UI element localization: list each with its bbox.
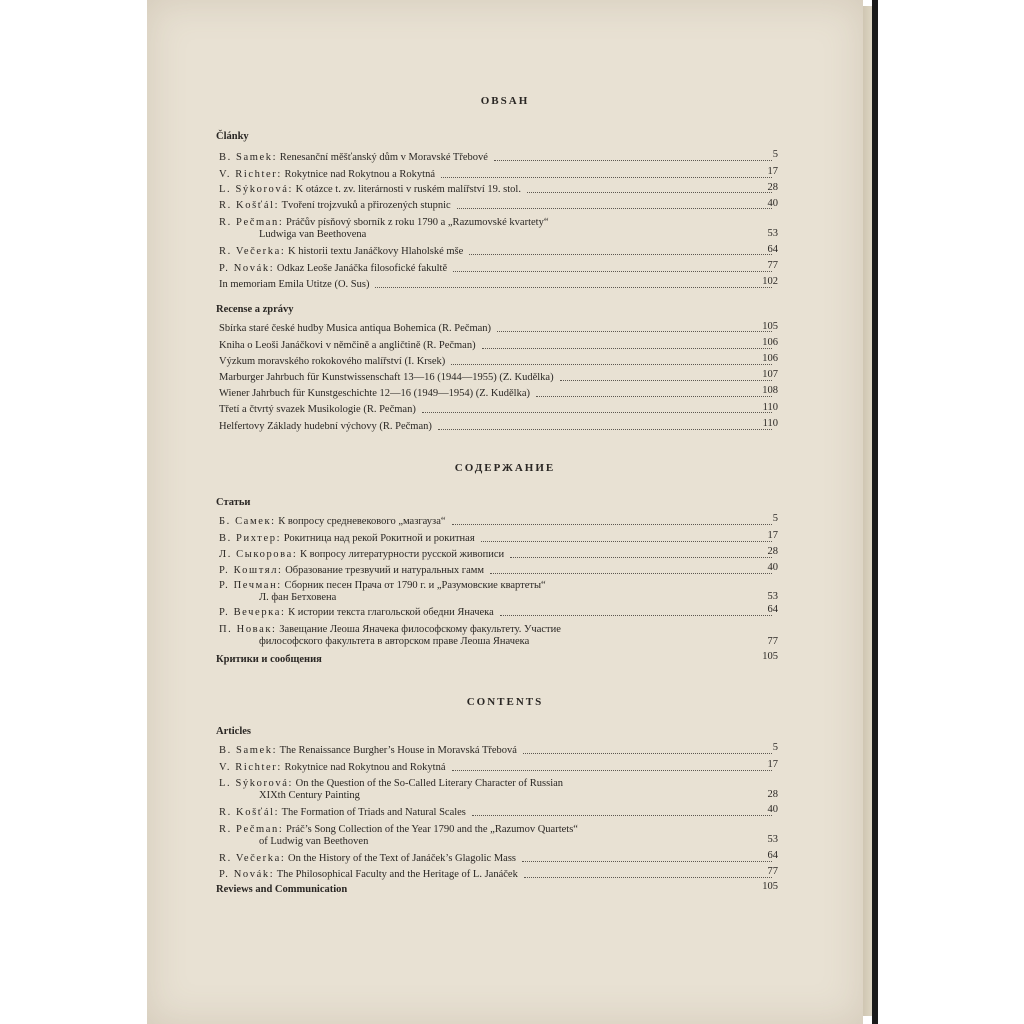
section-title-soderzhanie: СОДЕРЖАНИЕ xyxy=(454,462,556,474)
entry-title: The Renaissance Burgher’s House in Moravská Třebová xyxy=(279,745,517,756)
dot-leader xyxy=(452,768,772,771)
entry-author: Б. Самек: xyxy=(219,516,276,527)
dot-leader xyxy=(500,613,772,616)
entry-page: 40 xyxy=(767,198,778,209)
entry-title: Tvoření trojzvuků a přirozených stupnic xyxy=(281,200,451,211)
dot-leader xyxy=(472,813,772,816)
entry-author: Л. Сыкорова: xyxy=(219,549,298,560)
entry-page: 5 xyxy=(772,513,778,524)
entry-author: R. Pečman: xyxy=(219,217,284,228)
dot-leader xyxy=(451,362,772,365)
entry-author: B. Samek: xyxy=(219,152,278,163)
entry-author: Р. Печман: xyxy=(219,580,282,591)
dot-leader xyxy=(452,522,772,525)
entry-author: Р. Кoштял: xyxy=(219,565,283,576)
page-edge xyxy=(863,6,872,1016)
entry-page: 17 xyxy=(767,166,778,177)
dot-leader xyxy=(375,285,772,288)
group-heading-clanky: Články xyxy=(216,131,249,142)
entry-page: 17 xyxy=(767,759,778,770)
entry-page: 53 xyxy=(767,591,778,602)
entry-title: Výzkum moravského rokokového malířství (I. Krsek) xyxy=(219,356,446,367)
toc-entry xyxy=(219,624,787,648)
entry-page: 64 xyxy=(767,604,778,615)
entry-page: 28 xyxy=(767,789,778,800)
entry-author: P. Novák: xyxy=(219,263,275,274)
entry-page: 105 xyxy=(762,651,778,662)
dot-leader xyxy=(524,875,772,878)
dot-leader xyxy=(510,555,772,558)
entry-page: 5 xyxy=(772,742,778,753)
entry-page: 28 xyxy=(767,182,778,193)
entry-title-continued: of Ludwig van Beethoven xyxy=(259,836,369,847)
paper-sheet xyxy=(147,0,863,1024)
group-heading-recense: Recense a zprávy xyxy=(216,304,294,315)
entry-title: К вопросу литературности русской живописи xyxy=(299,549,505,560)
dot-leader xyxy=(497,329,772,332)
entry-title: Rokytnice nad Rokytnou a Rokytná xyxy=(284,169,436,180)
group-heading-stati: Статьи xyxy=(216,497,251,508)
dot-leader xyxy=(536,394,772,397)
dot-leader xyxy=(523,751,772,754)
dot-leader xyxy=(422,410,772,413)
entry-author: Р. Вечерка: xyxy=(219,607,286,618)
dot-leader xyxy=(494,158,772,161)
entry-author: R. Košťál: xyxy=(219,807,280,818)
entry-page: 105 xyxy=(762,321,778,332)
entry-title-continued: Ludwiga van Beethovena xyxy=(259,229,367,240)
entry-title: Odkaz Leoše Janáčka filosofické fakultě xyxy=(276,263,448,274)
entry-title: Třetí a čtvrtý svazek Musikologie (R. Pečman) xyxy=(219,404,416,415)
entry-page: 40 xyxy=(767,562,778,573)
toc-entry xyxy=(219,778,787,802)
dot-leader xyxy=(438,427,772,430)
dot-leader xyxy=(481,539,772,542)
entry-page: 102 xyxy=(762,276,778,287)
toc-entry xyxy=(219,824,787,848)
entry-page: 17 xyxy=(767,530,778,541)
dot-leader xyxy=(457,206,772,209)
entry-page: 106 xyxy=(762,353,778,364)
toc-entry xyxy=(219,580,787,604)
dot-leader xyxy=(490,571,772,574)
entry-author: R. Večerka: xyxy=(219,853,286,864)
table-of-contents xyxy=(147,0,863,1024)
group-heading-articles: Articles xyxy=(216,726,251,737)
entry-title: On the Question of the So-Called Literary Character of Russian xyxy=(295,778,564,789)
section-title-contents: CONTENTS xyxy=(466,696,544,708)
entry-title: Wiener Jahrbuch für Kunstgeschichte 12—16 (1949—1954) (Z. Kudělka) xyxy=(219,388,530,399)
entry-author: R. Večerka: xyxy=(219,246,286,257)
entry-title: In memoriam Emila Utitze (O. Sus) xyxy=(219,279,370,290)
entry-title-continued: философского факультета в авторском праве Леоша Яначека xyxy=(259,636,530,647)
entry-title: The Philosophical Faculty and the Heritage of L. Janáček xyxy=(276,869,518,880)
dot-leader xyxy=(482,346,772,349)
entry-title: Helfertovy Základy hudební výchovy (R. Pečman) xyxy=(219,421,432,432)
entry-title: Завещание Леоша Яначека философскому факультету. Участие xyxy=(279,624,561,635)
entry-author: R. Košťál: xyxy=(219,200,280,211)
dot-leader xyxy=(560,378,772,381)
entry-title: Sbírka staré české hudby Musica antiqua Bohemica (R. Pečman) xyxy=(219,323,492,334)
entry-page: 108 xyxy=(762,385,778,396)
entry-author: V. Richter: xyxy=(219,169,282,180)
footer-entry: Reviews and Communication xyxy=(216,884,348,895)
entry-author: B. Samek: xyxy=(219,745,278,756)
entry-title: К истории текста глагольской обедни Яначека xyxy=(288,607,494,618)
entry-title: Rokytnice nad Rokytnou and Rokytná xyxy=(284,762,446,773)
entry-page: 110 xyxy=(762,418,778,429)
entry-page: 77 xyxy=(767,866,778,877)
entry-title: Рокитница над рекой Рокитной и рокитная xyxy=(283,533,475,544)
entry-title: The Formation of Triads and Natural Scales xyxy=(281,807,466,818)
footer-entry: Критики и сообщения xyxy=(216,654,322,665)
entry-title: Сборник песен Прача от 1790 г. и „Разумовские квартеты“ xyxy=(284,580,546,591)
toc-entry xyxy=(219,217,787,241)
dot-leader xyxy=(441,175,772,178)
entry-page: 106 xyxy=(762,337,778,348)
entry-author: L. Sýkorová: xyxy=(219,778,294,789)
entry-title: К вопросу средневекового „мазгауза“ xyxy=(278,516,446,527)
entry-author: L. Sýkorová: xyxy=(219,184,294,195)
entry-title: Kniha o Leoši Janáčkovi v němčině a angličtině (R. Pečman) xyxy=(219,340,476,351)
entry-author: В. Рихтер: xyxy=(219,533,282,544)
entry-page: 53 xyxy=(767,834,778,845)
entry-page: 40 xyxy=(767,804,778,815)
entry-page: 110 xyxy=(762,402,778,413)
entry-page: 77 xyxy=(767,260,778,271)
entry-title: Образование трезвучий и натуральных гамм xyxy=(285,565,485,576)
dot-leader xyxy=(522,859,772,862)
entry-title: Práč’s Song Collection of the Year 1790 and the „Razumov Quartets“ xyxy=(286,824,578,835)
entry-page: 77 xyxy=(767,636,778,647)
entry-author: P. Novák: xyxy=(219,869,275,880)
section-title-obsah: OBSAH xyxy=(480,95,530,107)
entry-page: 105 xyxy=(762,881,778,892)
entry-author: П. Новак: xyxy=(219,624,277,635)
entry-page: 64 xyxy=(767,244,778,255)
entry-title-continued: XIXth Century Painting xyxy=(259,790,360,801)
dot-leader xyxy=(453,269,772,272)
entry-page: 5 xyxy=(772,149,778,160)
entry-title: Renesanční měšťanský dům v Moravské Třebové xyxy=(279,152,488,163)
entry-page: 107 xyxy=(762,369,778,380)
binding-edge xyxy=(872,0,878,1024)
entry-page: 64 xyxy=(767,850,778,861)
entry-title: K historii textu Janáčkovy Hlaholské mše xyxy=(288,246,464,257)
entry-title: On the History of the Text of Janáček’s Glagolic Mass xyxy=(288,853,516,864)
entry-page: 28 xyxy=(767,546,778,557)
entry-title: Práčův písňový sborník z roku 1790 a „Razumovské kvartety“ xyxy=(286,217,549,228)
entry-page: 53 xyxy=(767,228,778,239)
entry-title: K otázce t. zv. literárnosti v ruském malířství 19. stol. xyxy=(295,184,521,195)
dot-leader xyxy=(469,252,772,255)
entry-author: R. Pečman: xyxy=(219,824,284,835)
dot-leader xyxy=(527,190,772,193)
entry-title-continued: Л. фан Бетховена xyxy=(259,592,337,603)
entry-author: V. Richter: xyxy=(219,762,282,773)
entry-title: Marburger Jahrbuch für Kunstwissenschaft 13—16 (1944—1955) (Z. Kudělka) xyxy=(219,372,554,383)
